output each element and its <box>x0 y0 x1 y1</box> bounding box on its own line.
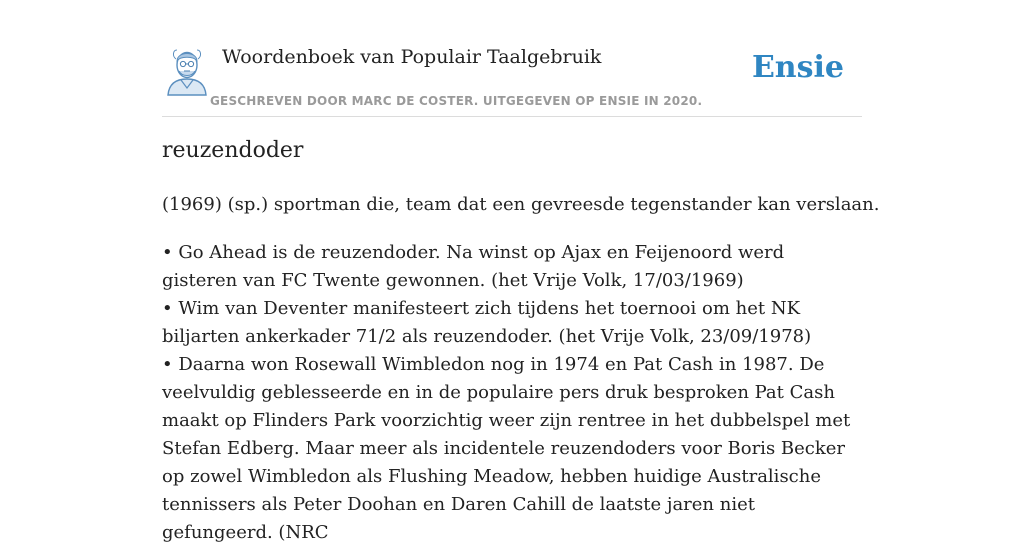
author-byline: GESCHREVEN DOOR MARC DE COSTER. UITGEGEVEN OP ENSIE IN 2020. <box>210 94 703 108</box>
author-portrait-icon <box>164 46 210 96</box>
page-header <box>162 40 862 117</box>
dictionary-title[interactable]: Woordenboek van Populair Taalgebruik <box>222 46 602 68</box>
usage-examples <box>162 239 862 547</box>
usage-example: • Daarna won Rosewall Wimbledon nog in 1974 en Pat Cash in 1987. De veelvuldig geblesseerde en in de populaire pers druk besproken Pat Cash maakt op Flinders Park voorzichtig weer zijn rentree in het dubbelspel met Stefan Edberg. Maar meer als incidentele reuzendoders voor Boris Becker op zowel Wimbledon als Flushing Meadow, hebben huidige Australische tennissers als Peter Doohan en Daren Cahill de laatste jaren niet gefungeerd. (NRC <box>162 354 851 543</box>
usage-example: • Go Ahead is de reuzendoder. Na winst op Ajax en Feijenoord werd gisteren van FC Twente gewonnen. (het Vrije Volk, 17/03/1969) <box>162 242 785 291</box>
entry-headword: reuzendoder <box>162 138 304 163</box>
usage-example: • Wim van Deventer manifesteert zich tijdens het toernooi om het NK biljarten ankerkader 71/2 als reuzendoder. (het Vrije Volk, 23/09/1978) <box>162 298 812 347</box>
ensie-logo[interactable]: Ensie <box>751 50 844 85</box>
entry-definition: (1969) (sp.) sportman die, team dat een gevreesde tegenstander kan verslaan. <box>162 194 880 215</box>
